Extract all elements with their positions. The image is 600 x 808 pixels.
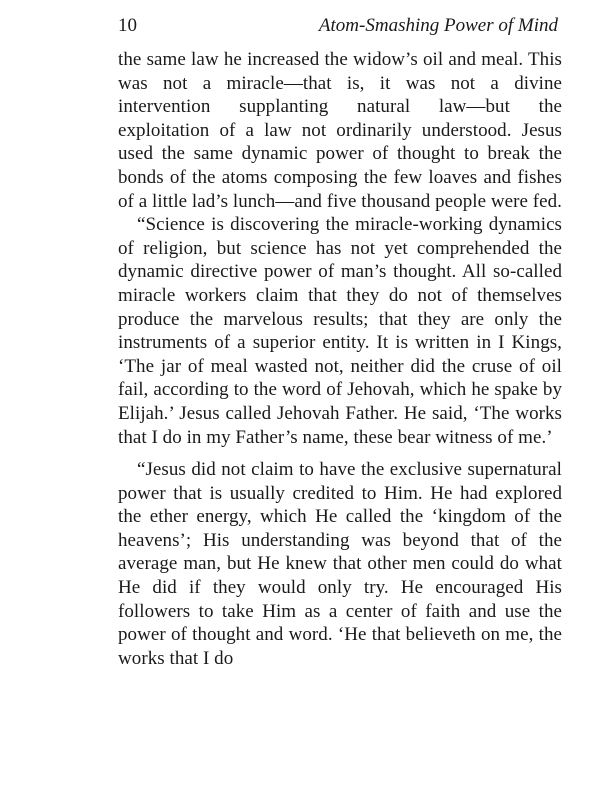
- paragraph-3: “Jesus did not claim to have the exclusive supernatural power that is usually credited to Him. He had explored the ether energy, which He called the ‘kingdom of the heavens’; His understanding was beyond that of the average man, but He knew that other men could do what He did if they would only try. He encouraged His followers to take Him as a center of faith and use the power of thought and word. ‘He that believeth on me, the works that I do: [118, 459, 562, 669]
- paragraph-1: the same law he increased the widow’s oil and meal. This was not a miracle—that is, it was not a divine intervention supplanting natural law—but the exploitation of a law not ordinarily understood. Jesus used the same dynamic power of thought to break the bonds of the atoms composing the few loaves and fishes of a little lad’s lunch—and five thousand people were fed.: [118, 49, 562, 212]
- page-header: [118, 12, 558, 40]
- body-text: [118, 48, 562, 670]
- page-number: 10: [118, 15, 137, 36]
- paragraph-2: “Science is discovering the miracle-working dynamics of religion, but science has not yet comprehended the dynamic directive power of man’s thought. All so-called miracle workers claim that they do not of themselves produce the marvelous results; that they are only the instruments of a superior entity. It is written in I Kings, ‘The jar of meal wasted not, neither did the cruse of oil fail, according to the word of Jehovah, which he spake by Elijah.’ Jesus called Jehovah Father. He said, ‘The works that I do in my Father’s name, these bear witness of me.’: [118, 214, 562, 448]
- running-head-title: Atom-Smashing Power of Mind: [318, 15, 558, 36]
